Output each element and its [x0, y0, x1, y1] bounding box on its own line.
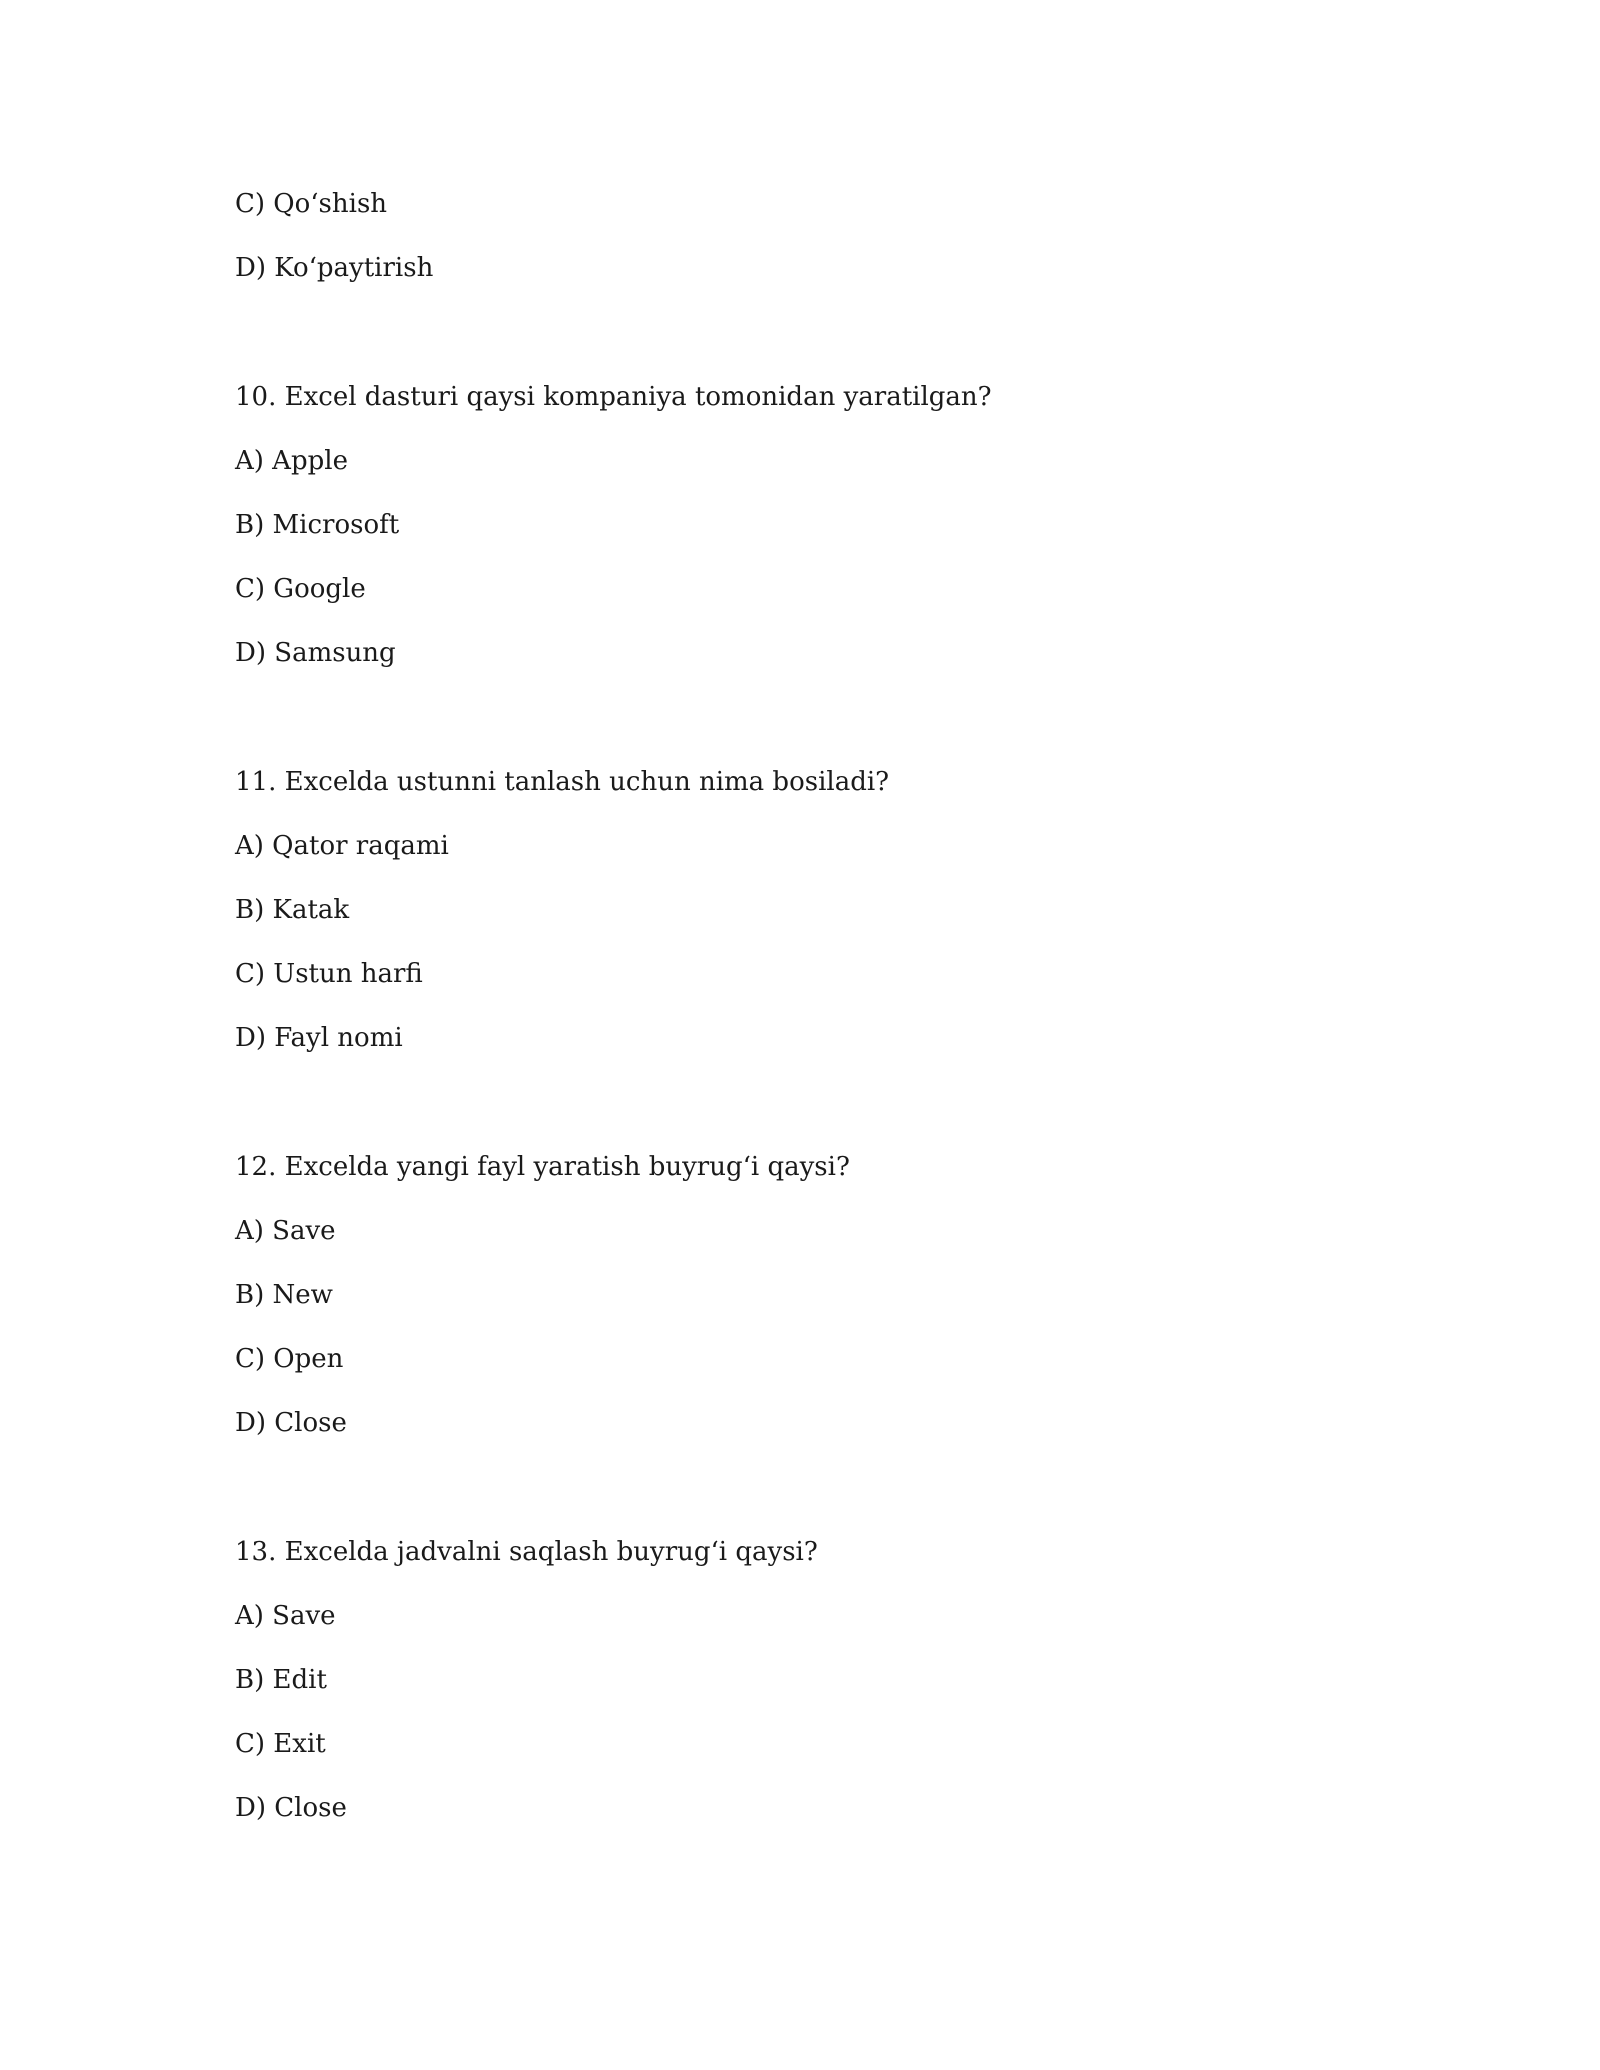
- option-text: D) Close: [235, 1793, 347, 1823]
- option-text: B) Microsoft: [235, 510, 400, 540]
- option-text: B) New: [235, 1280, 333, 1310]
- question-text: 11. Excelda ustunni tanlash uchun nima bosiladi?: [235, 767, 890, 797]
- option-text: A) Apple: [235, 446, 348, 476]
- option-text: A) Save: [235, 1216, 336, 1246]
- question-text: 12. Excelda yangi fayl yaratish buyrug‘i qaysi?: [235, 1152, 850, 1182]
- question-text: 13. Excelda jadvalni saqlash buyrug‘i qaysi?: [235, 1537, 818, 1567]
- option-text: C) Ustun harfi: [235, 959, 423, 989]
- option-text: C) Google: [235, 574, 366, 604]
- option-text: D) Fayl nomi: [235, 1023, 403, 1053]
- option-text: B) Katak: [235, 895, 350, 925]
- option-text: C) Open: [235, 1344, 344, 1374]
- question-text: 10. Excel dasturi qaysi kompaniya tomonidan yaratilgan?: [235, 382, 992, 412]
- option-text: D) Samsung: [235, 638, 396, 668]
- option-text: A) Save: [235, 1601, 336, 1631]
- option-text: A) Qator raqami: [235, 831, 449, 861]
- option-text: B) Edit: [235, 1665, 327, 1695]
- option-text: D) Ko‘paytirish: [235, 253, 434, 283]
- option-text: C) Exit: [235, 1729, 326, 1759]
- option-text: C) Qo‘shish: [235, 189, 388, 219]
- option-text: D) Close: [235, 1408, 347, 1438]
